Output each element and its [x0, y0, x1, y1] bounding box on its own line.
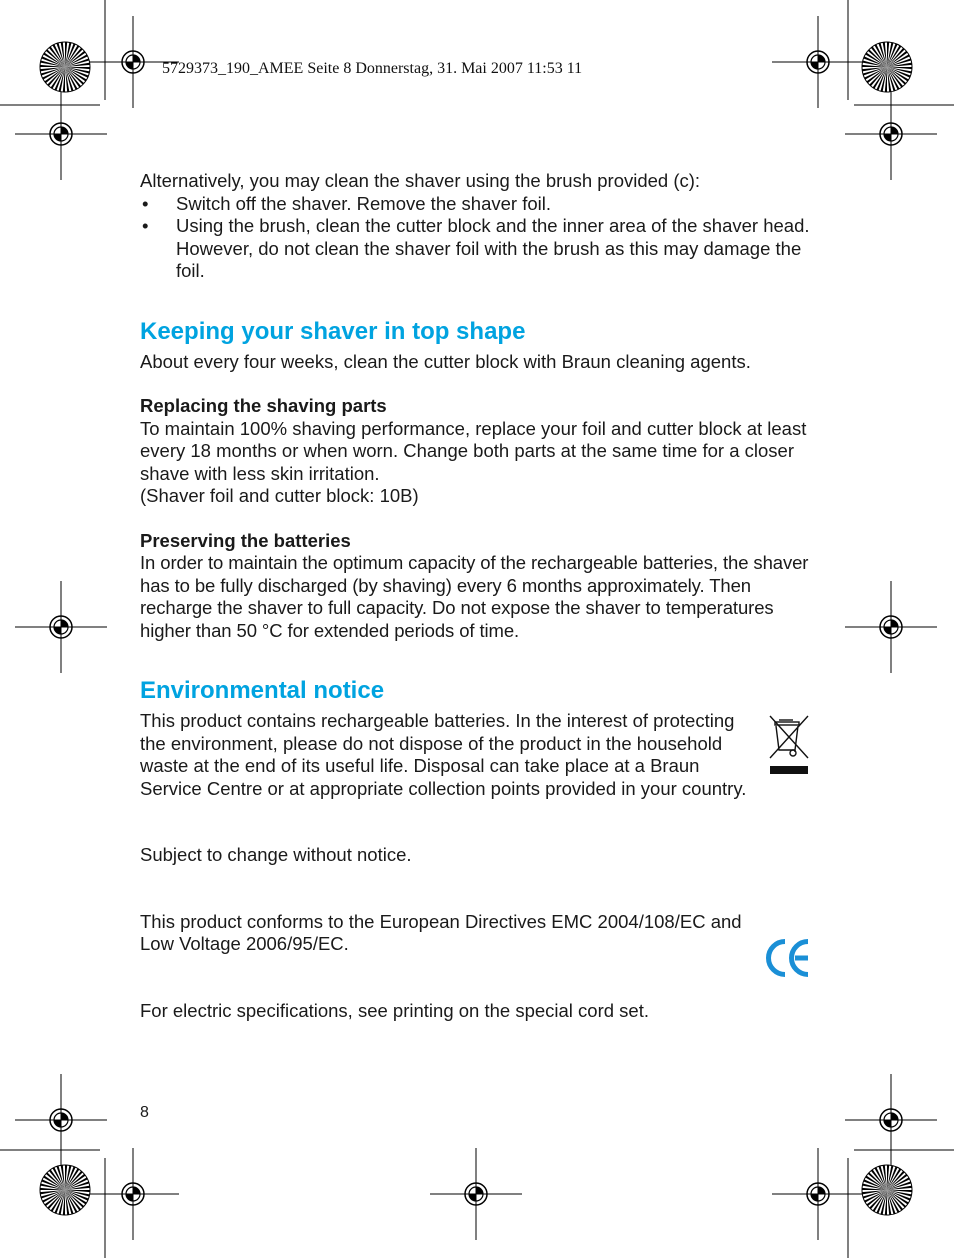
crossed-out-wheelie-bin-icon: [766, 712, 812, 776]
star-target: [862, 42, 912, 92]
environment-text: This product contains rechargeable batteries. In the interest of protecting the environment, please do not dispose of the product in the household waste at the end of its useful life. Disposal can take place at a Braun Service Centre or at appropriate collection points provided in your country.: [140, 710, 747, 799]
star-target: [40, 1165, 90, 1215]
main-content: [140, 170, 810, 1022]
heading-batteries: Preserving the batteries: [140, 529, 351, 551]
top-shape-text: About every four weeks, clean the cutter block with Braun cleaning agents.: [140, 350, 751, 372]
heading-environment: Environmental notice: [140, 677, 385, 704]
intro-bullets: [140, 193, 810, 283]
ce-mark-icon: [765, 937, 813, 979]
batteries-text: In order to maintain the optimum capacity of the rechargeable batteries, the shaver has to be fully discharged (by shaving) every 6 months approximately. Then recharge the shaver to full capacity. Do not expose the shaver to temperatures higher than 50 °C for extended periods of time.: [140, 552, 809, 641]
list-item: • Using the brush, clean the cutter block and the inner area of the shaver head. However, do not clean the shaver foil with the brush as this may damage the foil.: [140, 215, 810, 283]
heading-replacing: Replacing the shaving parts: [140, 395, 387, 416]
replacing-text: To maintain 100% shaving performance, replace your foil and cutter block at least every 18 months or when worn. Change both parts at the same time for a closer shave with less skin irritation.: [140, 417, 807, 484]
list-item: • Switch off the shaver. Remove the shaver foil.: [140, 193, 810, 216]
heading-top-shape: Keeping your shaver in top shape: [140, 317, 526, 345]
subject-to-change: Subject to change without notice.: [140, 844, 412, 865]
page-number: 8: [140, 1104, 149, 1121]
print-slug: 5729373_190_AMEE Seite 8 Donnerstag, 31. Mai 2007 11:53 11: [162, 60, 583, 77]
star-target: [862, 1165, 912, 1215]
intro-text: Alternatively, you may clean the shaver using the brush provided (c):: [140, 170, 701, 191]
star-target: [40, 42, 90, 92]
electric-spec-text: For electric specifications, see printing on the special cord set.: [140, 999, 649, 1021]
conformity-text: This product conforms to the European Directives EMC 2004/108/EC and Low Voltage 2006/95/EC.: [140, 910, 742, 954]
replacing-note: (Shaver foil and cutter block: 10B): [140, 485, 419, 506]
